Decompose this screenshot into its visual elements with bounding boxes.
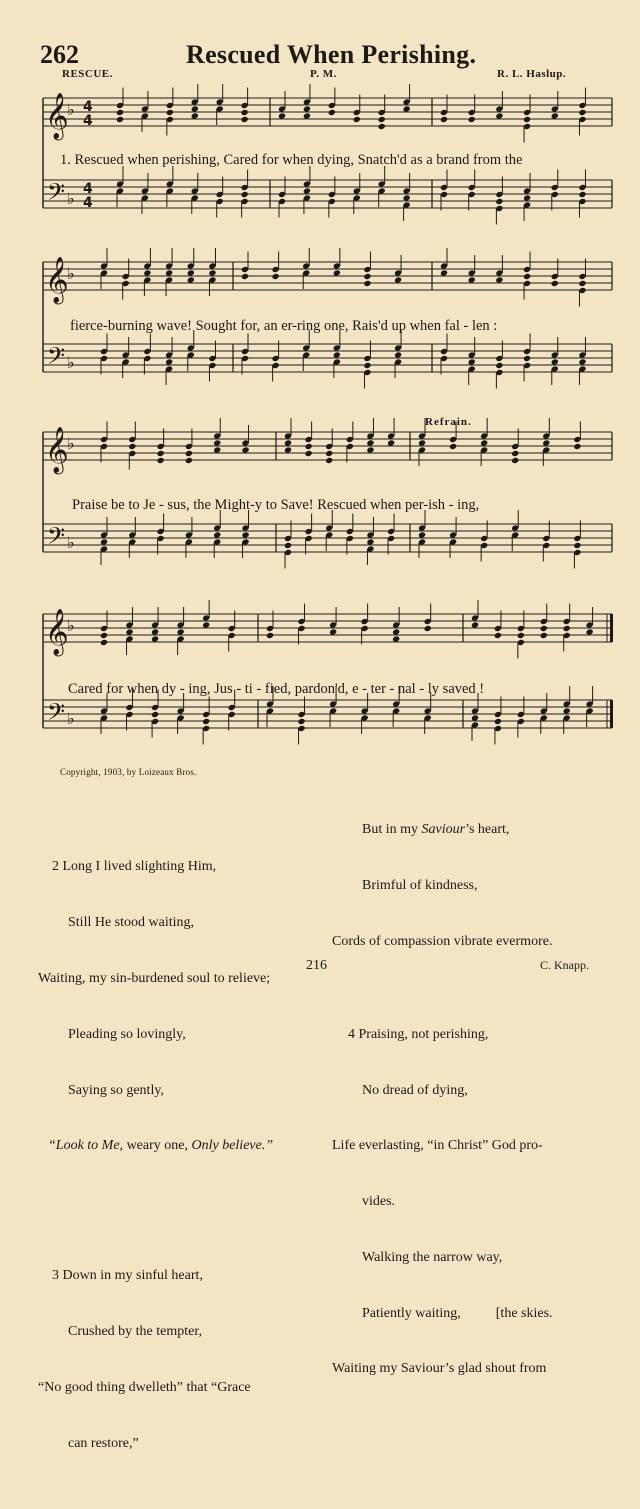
verse-line: Saying so gently, [68,1082,164,1098]
verse-text: ’s heart, [465,822,510,838]
note-head [511,450,519,457]
note-head [157,457,165,464]
meter: P. M. [310,68,337,80]
final-barline [610,614,613,642]
note-head [305,443,313,450]
time-signature-bottom: 4 [83,113,93,129]
note-head [540,625,548,632]
lyric-line-3: Praise be to Je - sus, the Might-y to Save! Rescued when per-ish - ing, [72,497,480,513]
note-head [353,116,361,123]
note-head [305,450,313,457]
note-head [157,450,165,457]
verse-line: 2 Long I lived slighting Him, [52,859,217,875]
note-head [116,116,124,123]
note-head [551,280,559,287]
note-head [523,116,531,123]
note-head [241,273,249,280]
treble-clef: 𝄞 [45,609,69,655]
lyric-line-4: Cared for when dy - ing, Jus - ti - fied, pardon'd, e - ter - nal - ly saved ! [68,681,485,697]
bass-clef: 𝄢 [47,178,66,211]
note-head [494,718,502,725]
note-head [523,355,531,362]
note-head [185,457,193,464]
verse-line: Brimful of kindness, [362,877,478,893]
note-head [100,639,108,646]
note-head [328,109,336,116]
time-signature-top: 4 [83,99,93,115]
verse-line [38,1137,273,1156]
key-flat: ♭ [67,264,75,283]
verse-line: Waiting my Saviour’s glad shout from [332,1361,547,1377]
verse-line: vides. [362,1194,396,1210]
note-head [241,191,249,198]
key-flat: ♭ [67,353,75,372]
page-number: 216 [306,958,327,973]
note-head [440,116,448,123]
verse-line: 3 Down in my sinful heart, [52,1268,203,1284]
bass-clef: 𝄢 [47,342,66,375]
verse-text: weary one, [123,1138,192,1154]
verse-line: Waiting, my sin-burdened soul to relieve; [38,970,271,986]
note-head [378,123,386,130]
verse-line: No dread of dying, [362,1082,468,1098]
verse-line: Cords of compassion vibrate evermore. [332,933,553,949]
note-head [523,273,531,280]
note-head [495,362,503,369]
note-head [325,457,333,464]
verse-italic: Saviour [421,822,466,838]
treble-clef: 𝄞 [45,93,69,139]
treble-clef: 𝄞 [45,257,69,303]
verse-line: Crushed by the tempter, [68,1324,202,1340]
note-head [202,718,210,725]
note-head [325,450,333,457]
time-signature-bottom: 4 [83,195,93,211]
note-head [241,116,249,123]
note-head [573,542,581,549]
verse-line: Patiently waiting, [the skies. [362,1305,553,1321]
bass-clef: 𝄢 [47,698,66,731]
note-head [573,443,581,450]
note-head [128,443,136,450]
verse-line [332,821,553,840]
note-head [449,443,457,450]
key-flat: ♭ [67,100,75,119]
verse-italic: Only believe.” [191,1138,274,1154]
verse-line: Walking the narrow way, [362,1249,503,1265]
verse-line: “No good thing dwelleth” that “Grace [38,1380,251,1395]
note-head [563,625,571,632]
verses-right-column [332,784,553,1435]
note-head [578,280,586,287]
key-flat: ♭ [67,709,75,728]
note-head [116,109,124,116]
note-head [378,116,386,123]
key-flat: ♭ [67,434,75,453]
verse-line: 4 Praising, not perishing, [348,1026,489,1042]
note-head [495,198,503,205]
note-head [272,273,280,280]
note-head [166,109,174,116]
treble-clef: 𝄞 [45,427,69,473]
note-head [297,718,305,725]
note-head [578,109,586,116]
note-head [363,362,371,369]
time-signature-top: 4 [83,181,93,197]
note-head [517,632,525,639]
verse-line: Life everlasting, “in Christ” God pro- [332,1138,543,1154]
lyric-line-1: 1. Rescued when perishing, Cared for when dying, Snatch'd as a brand from the [60,152,523,168]
lyric-line-2: fierce-burning wave! Sought for, an er-ring one, Rais'd up when fal - len : [70,318,498,334]
note-head [185,450,193,457]
verses-left-column [38,784,273,1509]
note-head [241,109,249,116]
verse-4 [332,989,553,1417]
note-head [511,457,519,464]
note-head [578,191,586,198]
tune-name: RESCUE. [62,68,113,80]
final-barline [610,700,613,728]
note-head [363,280,371,287]
verse-line: Still He stood waiting, [68,915,194,931]
key-flat: ♭ [67,616,75,635]
key-flat: ♭ [67,533,75,552]
verse-line: Pleading so lovingly, [68,1026,186,1042]
author: R. L. Haslup. [497,68,567,80]
note-head [151,711,159,718]
note-head [363,273,371,280]
copyright-notice: Copyright, 1903, by Loizeaux Bros. [60,767,197,777]
note-head [468,116,476,123]
verse-3 [38,1230,273,1490]
verse-2 [38,821,273,1193]
note-head [424,625,432,632]
note-head [494,632,502,639]
hymn-title: Rescued When Perishing. [186,40,477,69]
note-head [284,542,292,549]
refrain-label: Refrain. [425,416,472,428]
verse-italic: “Look to Me, [48,1138,124,1154]
note-head [266,632,274,639]
verse-line: can restore,” [68,1435,139,1451]
hymn-number: 262 [40,40,79,69]
verse-text: But in my [362,822,422,838]
bass-clef: 𝄢 [47,522,66,555]
composer-credit: C. Knapp. [540,958,589,972]
note-head [100,632,108,639]
key-flat: ♭ [67,189,75,208]
note-head [540,632,548,639]
